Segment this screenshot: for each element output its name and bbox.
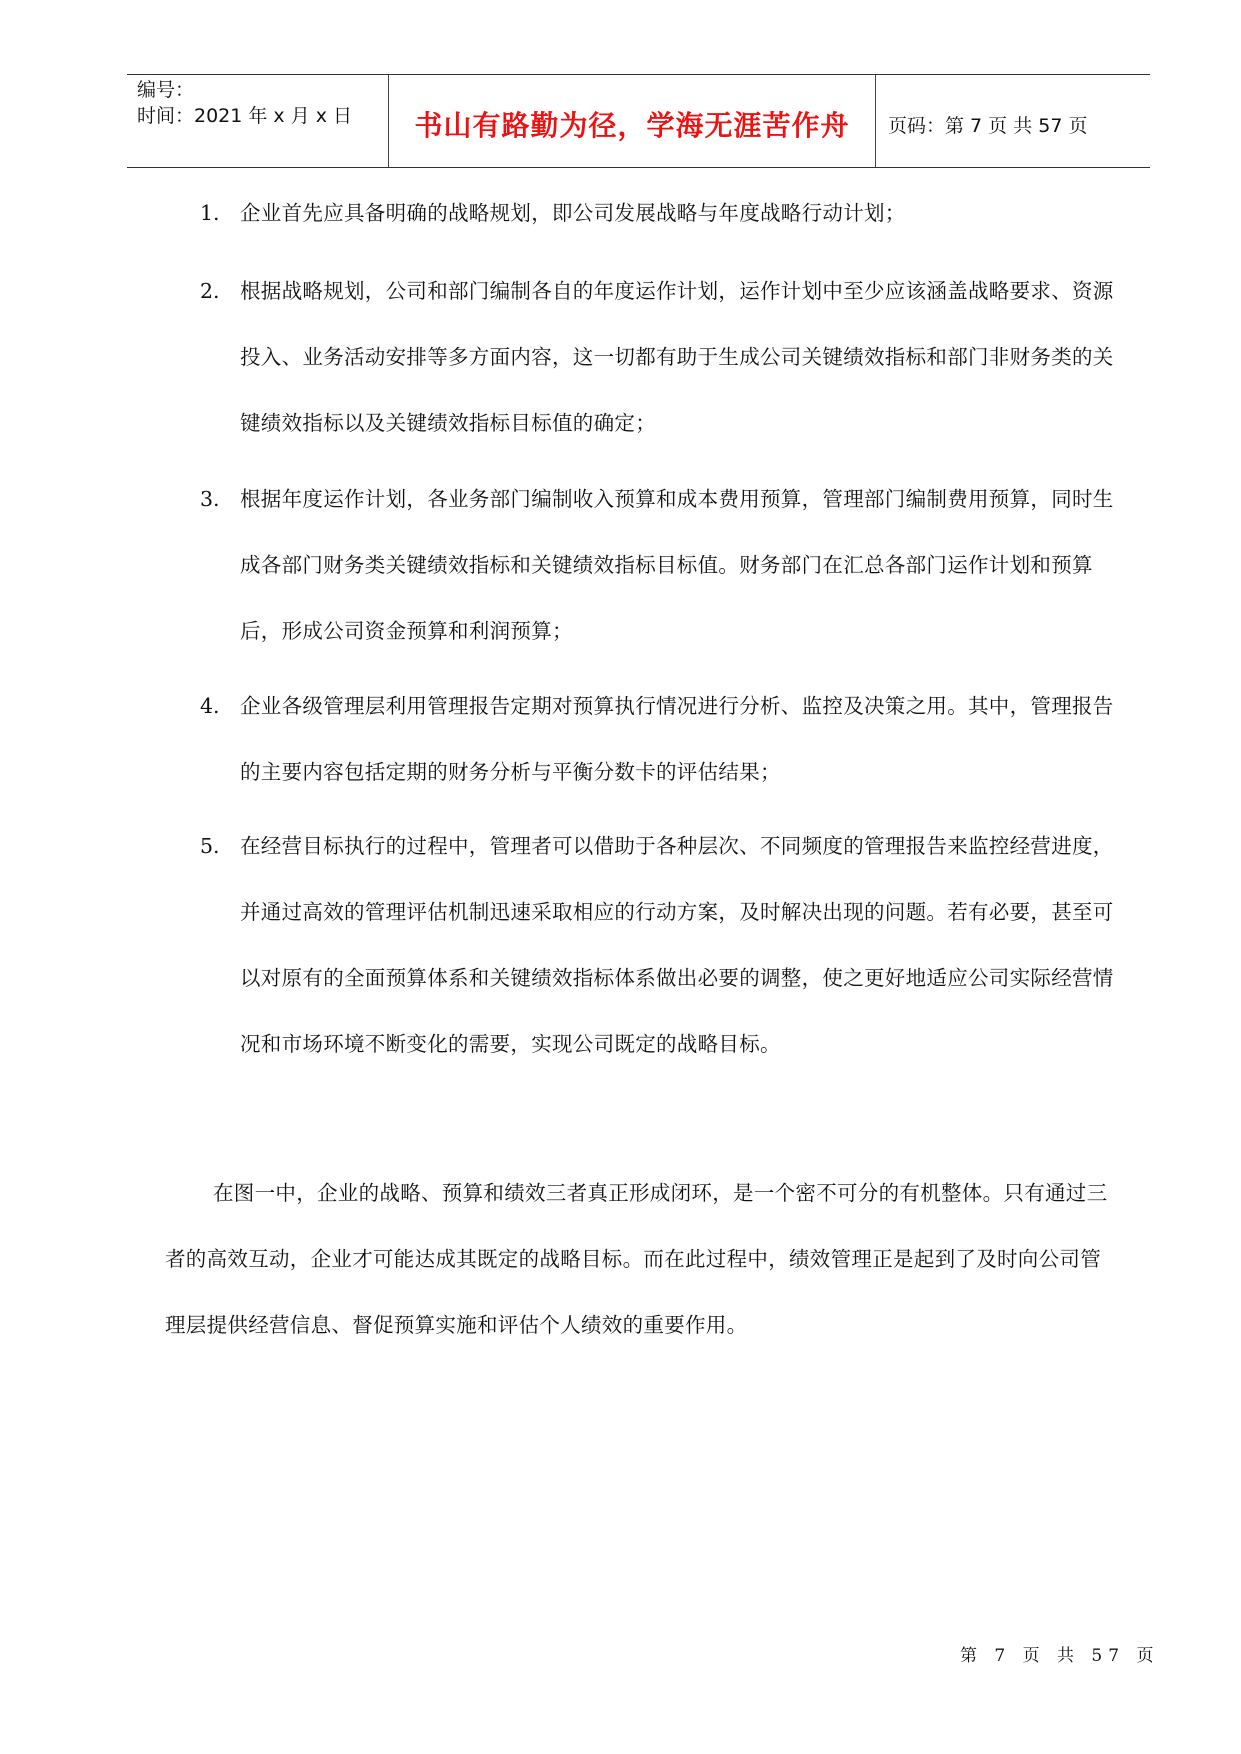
header-page-label: 页码：第 7 页 共 57 页 (888, 114, 1088, 137)
list-item-text: 企业首先应具备明确的战略规划，即公司发展战略与年度战略行动计划； (240, 201, 906, 225)
list-item-text: 根据年度运作计划，各业务部门编制收入预算和成本费用预算，管理部门编制费用预算，同时生成各部门财务类关键绩效指标和关键绩效指标目标值。财务部门在汇总各部门运作计划和预算后，形成公司资金预算和利润预算； (240, 487, 1114, 643)
list-item-number: 3. (200, 487, 220, 511)
list-item (200, 673, 1120, 805)
list-item-number: 4. (200, 694, 220, 718)
list-item (200, 466, 1120, 664)
list-item (200, 258, 1120, 456)
list-item (200, 180, 1120, 246)
header-meta-cell (127, 75, 389, 167)
list-item (200, 813, 1120, 1077)
list-item-text: 在经营目标执行的过程中，管理者可以借助于各种层次、不同频度的管理报告来监控经营进度，并通过高效的管理评估机制迅速采取相应的行动方案，及时解决出现的问题。若有必要，甚至可以对原有的全面预算体系和关键绩效指标体系做出必要的调整，使之更好地适应公司实际经营情况和市场环境不断变化的需要，实现公司既定的战略目标。 (240, 834, 1114, 1056)
page-header (127, 74, 1150, 168)
header-time-label: 时间：2021 年 x 月 x 日 (137, 105, 353, 127)
body-paragraph: 在图一中，企业的战略、预算和绩效三者真正形成闭环，是一个密不可分的有机整体。只有通过三者的高效互动，企业才可能达成其既定的战略目标。而在此过程中，绩效管理正是起到了及时向公司管理层提供经营信息、督促预算实施和评估个人绩效的重要作用。 (165, 1181, 1108, 1337)
page-footer: 第 7 页 共 57 页 (960, 1646, 1160, 1666)
list-item-text: 企业各级管理层利用管理报告定期对预算执行情况进行分析、监控及决策之用。其中，管理报告的主要内容包括定期的财务分析与平衡分数卡的评估结果； (240, 694, 1114, 784)
list-item-text: 根据战略规划，公司和部门编制各自的年度运作计划，运作计划中至少应该涵盖战略要求、资源投入、业务活动安排等多方面内容，这一切都有助于生成公司关键绩效指标和部门非财务类的关键绩效指标以及关键绩效指标目标值的确定； (240, 279, 1114, 435)
header-number-label: 编号： (137, 79, 195, 101)
header-motto: 书山有路勤为径，学海无涯苦作舟 (389, 75, 876, 167)
list-item-number: 2. (200, 279, 220, 303)
list-item-number: 1. (200, 201, 220, 225)
list-item-number: 5. (200, 834, 220, 858)
